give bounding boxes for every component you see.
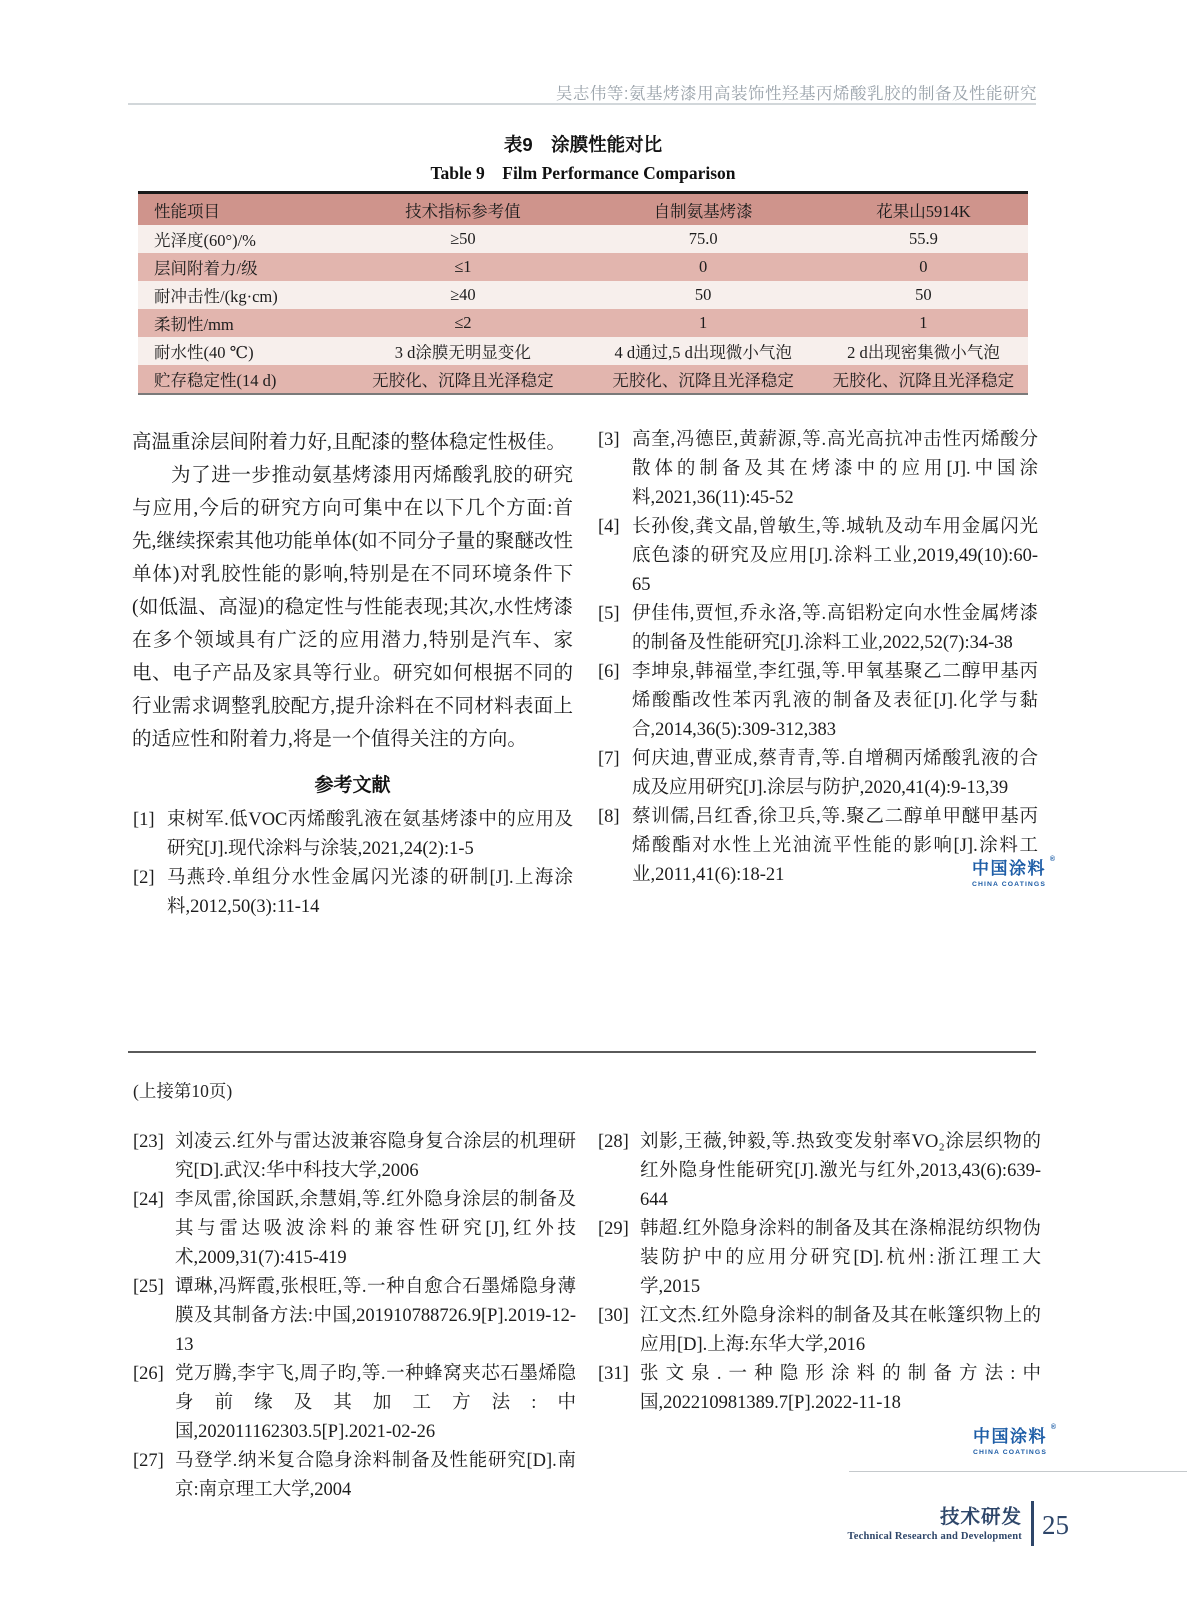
table-cell: 55.9 — [908, 229, 938, 248]
reference-number: [26] — [133, 1364, 164, 1384]
continued-references-right — [597, 1128, 1041, 1418]
continued-references-left — [132, 1128, 576, 1505]
running-head-rule — [128, 103, 1036, 105]
footer-divider-bar — [1031, 1501, 1034, 1546]
table-cell: 耐水性(40 ℃) — [154, 343, 254, 362]
reference-number: [24] — [133, 1190, 164, 1210]
reference-text: 刘影,王薇,钟毅,等.热致变发射率VO₂涂层织物的红外隐身性能研究[J].激光与红外,2013,43(6):639-644 — [640, 1132, 1041, 1210]
logo-text-en: CHINA COATINGS — [972, 880, 1046, 888]
table-cell: 50 — [694, 285, 712, 304]
table-row — [138, 337, 1028, 365]
table-cell: 0 — [699, 257, 708, 276]
table-row — [138, 365, 1028, 394]
reference-number: [28] — [598, 1132, 629, 1152]
reference-text: 李坤泉,韩福堂,李红强,等.甲氧基聚乙二醇甲基丙烯酸酯改性苯丙乳液的制备及表征[J].化学与黏合,2014,36(5):309-312,383 — [632, 662, 1038, 740]
reference-item — [597, 513, 1038, 600]
table-cell: 柔韧性/mm — [154, 315, 234, 334]
table-cell: ≤2 — [454, 313, 472, 332]
body-column-right — [597, 426, 1038, 890]
footer-section-en: Technical Research and Development — [847, 1530, 1022, 1542]
table-header-cell: 技术指标参考值 — [405, 201, 521, 221]
table-cell: 耐冲击性/(kg·cm) — [154, 287, 278, 306]
reference-text: 马燕玲.单组分水性金属闪光漆的研制[J].上海涂料,2012,50(3):11-14 — [167, 868, 573, 917]
table-row — [138, 253, 1028, 281]
footer-section-cn: 技术研发 — [939, 1505, 1022, 1528]
table-cell: 光泽度(60°)/% — [154, 231, 256, 250]
reference-item — [597, 745, 1038, 803]
table-cell: 50 — [915, 285, 932, 304]
table-cell: 无胶化、沉降且光泽稳定 — [372, 371, 554, 390]
reference-number: [7] — [598, 749, 620, 769]
reference-item — [597, 600, 1038, 658]
table-header-cell: 自制氨基烤漆 — [653, 201, 753, 221]
references-heading: 参考文献 — [314, 775, 391, 796]
reference-number: [4] — [598, 517, 620, 537]
table-cell: ≥40 — [450, 285, 476, 304]
table-cell: 4 d通过,5 d出现微小气泡 — [614, 343, 792, 362]
reference-number: [31] — [598, 1364, 629, 1384]
table-cell: 75.0 — [688, 229, 718, 248]
trademark-mark: ® — [1050, 1424, 1056, 1431]
reference-text: 刘凌云.红外与雷达波兼容隐身复合涂层的机理研究[D].武汉:华中科技大学,2006 — [175, 1132, 576, 1181]
china-coatings-logo — [972, 856, 1055, 888]
table-row — [138, 309, 1028, 337]
table-cell: 层间附着力/级 — [154, 259, 258, 278]
page-number: 25 — [1042, 1510, 1069, 1540]
china-coatings-logo — [973, 1424, 1056, 1456]
table-cell: 2 d出现密集微小气泡 — [847, 343, 1000, 362]
reference-text: 谭琳,冯辉霞,张根旺,等.一种自愈合石墨烯隐身薄膜及其制备方法:中国,201910788726.9[P].2019-12-13 — [175, 1277, 576, 1355]
table-cell: 1 — [699, 313, 708, 332]
body-column-left — [132, 426, 573, 922]
continuation-note: (上接第10页) — [133, 1081, 233, 1101]
reference-text: 伊佳伟,贾恒,乔永洛,等.高铝粉定向水性金属烤漆的制备及性能研究[J].涂料工业,2022,52(7):34-38 — [632, 604, 1038, 653]
table-block — [138, 131, 1028, 395]
reference-item — [597, 426, 1038, 513]
paragraph: 为了进一步推动氨基烤漆用丙烯酸乳胶的研究与应用,今后的研究方向可集中在以下几个方面:首先,继续探索其他功能单体(如不同分子量的聚醚改性单体)对乳胶性能的影响,特别是在不同环境条件下(如低温、高湿)的稳定性与性能表现;其次,水性烤漆在多个领域具有广泛的应用潜力,特别是汽车、家电、电子产品及家具等行业。研究如何根据不同的行业需求调整乳胶配方,提升涂料在不同材料表面上的适应性和附着力,将是一个值得关注的方向。 — [132, 465, 573, 750]
reference-number: [5] — [598, 604, 620, 624]
logo-text-cn: 中国涂料 ® — [972, 856, 1055, 878]
reference-text: 何庆迪,曹亚成,蔡青青,等.自增稠丙烯酸乳液的合成及应用研究[J].涂层与防护,2020,41(4):9-13,39 — [632, 749, 1038, 798]
reference-text: 马登学.纳米复合隐身涂料制备及性能研究[D].南京:南京理工大学,2004 — [175, 1451, 576, 1500]
reference-item — [132, 806, 573, 864]
table-header-cell: 花果山5914K — [876, 201, 971, 221]
logo-text-cn: 中国涂料 ® — [973, 1424, 1056, 1446]
footer-section — [847, 1506, 1022, 1542]
reference-number: [1] — [133, 810, 155, 830]
reference-list — [597, 426, 1038, 890]
paragraph: 高温重涂层间附着力好,且配漆的整体稳定性极佳。 — [132, 432, 566, 453]
table-header-cell: 性能项目 — [154, 201, 220, 221]
reference-text: 蔡训儒,吕红香,徐卫兵,等.聚乙二醇单甲醚甲基丙烯酸酯对水性上光油流平性能的影响[J].涂料工业,2011,41(6):18-21 — [632, 807, 1038, 885]
reference-item — [597, 1128, 1041, 1215]
running-head: 吴志伟等:氨基烤漆用高装饰性羟基丙烯酸乳胶的制备及性能研究 — [555, 85, 1037, 103]
reference-item — [132, 1360, 576, 1447]
table-row — [138, 281, 1028, 309]
reference-list — [132, 806, 573, 922]
section-divider-rule — [128, 1051, 1036, 1053]
reference-item — [132, 1186, 576, 1273]
table-cell: ≥50 — [450, 229, 476, 248]
reference-text: 高奎,冯德臣,黄薪源,等.高光高抗冲击性丙烯酸分散体的制备及其在烤漆中的应用[J].中国涂料,2021,36(11):45-52 — [632, 430, 1038, 508]
reference-number: [23] — [133, 1132, 164, 1152]
table-row — [138, 225, 1028, 253]
reference-item — [132, 864, 573, 922]
table-cell: 贮存稳定性(14 d) — [154, 371, 277, 390]
reference-item — [597, 1302, 1041, 1360]
table-cell: 无胶化、沉降且光泽稳定 — [832, 371, 1015, 390]
footer-rule — [849, 1471, 1187, 1472]
table-header-row — [138, 193, 1028, 226]
film-performance-table — [138, 191, 1028, 395]
reference-number: [29] — [598, 1219, 629, 1239]
reference-number: [27] — [133, 1451, 164, 1471]
table-cell: 无胶化、沉降且光泽稳定 — [612, 371, 794, 390]
reference-number: [3] — [598, 430, 620, 450]
table-cell: 1 — [919, 313, 928, 332]
table-cell: ≤1 — [454, 257, 472, 276]
table-cell: 3 d涂膜无明显变化 — [394, 343, 531, 362]
reference-item — [132, 1273, 576, 1360]
reference-text: 长孙俊,龚文晶,曾敏生,等.城轨及动车用金属闪光底色漆的研究及应用[J].涂料工业,2019,49(10):60-65 — [632, 517, 1038, 595]
reference-text: 束树军.低VOC丙烯酸乳液在氨基烤漆中的应用及研究[J].现代涂料与涂装,2021,24(2):1-5 — [167, 810, 573, 859]
reference-text: 李凤雷,徐国跃,余慧娟,等.红外隐身涂层的制备及其与雷达吸波涂料的兼容性研究[J],红外技术,2009,31(7):415-419 — [175, 1190, 576, 1268]
reference-text: 江文杰.红外隐身涂料的制备及其在帐篷织物上的应用[D].上海:东华大学,2016 — [640, 1306, 1041, 1355]
reference-number: [8] — [598, 807, 620, 827]
reference-item — [597, 658, 1038, 745]
reference-text: 党万腾,李宇飞,周子昀,等.一种蜂窝夹芯石墨烯隐身前缘及其加工方法:中国,202011162303.5[P].2021-02-26 — [175, 1364, 576, 1442]
reference-number: [6] — [598, 662, 620, 682]
reference-number: [25] — [133, 1277, 164, 1297]
trademark-mark: ® — [1049, 856, 1055, 863]
reference-item — [597, 1360, 1041, 1418]
reference-item — [132, 1447, 576, 1505]
logo-text-en: CHINA COATINGS — [973, 1448, 1047, 1456]
reference-item — [132, 1128, 576, 1186]
table-title-en: Table 9 Film Performance Comparison — [430, 163, 736, 183]
table-cell: 0 — [919, 257, 928, 276]
reference-text: 张文泉.一种隐形涂料的制备方法:中国,202210981389.7[P].2022-11-18 — [640, 1364, 1041, 1413]
footer — [847, 1501, 1069, 1546]
reference-item — [597, 1215, 1041, 1302]
reference-number: [30] — [598, 1306, 629, 1326]
reference-number: [2] — [133, 868, 155, 888]
reference-text: 韩超.红外隐身涂料的制备及其在涤棉混纺织物伪装防护中的应用分研究[D].杭州:浙江理工大学,2015 — [640, 1219, 1041, 1297]
table-title-cn: 表9 涂膜性能对比 — [503, 134, 663, 155]
